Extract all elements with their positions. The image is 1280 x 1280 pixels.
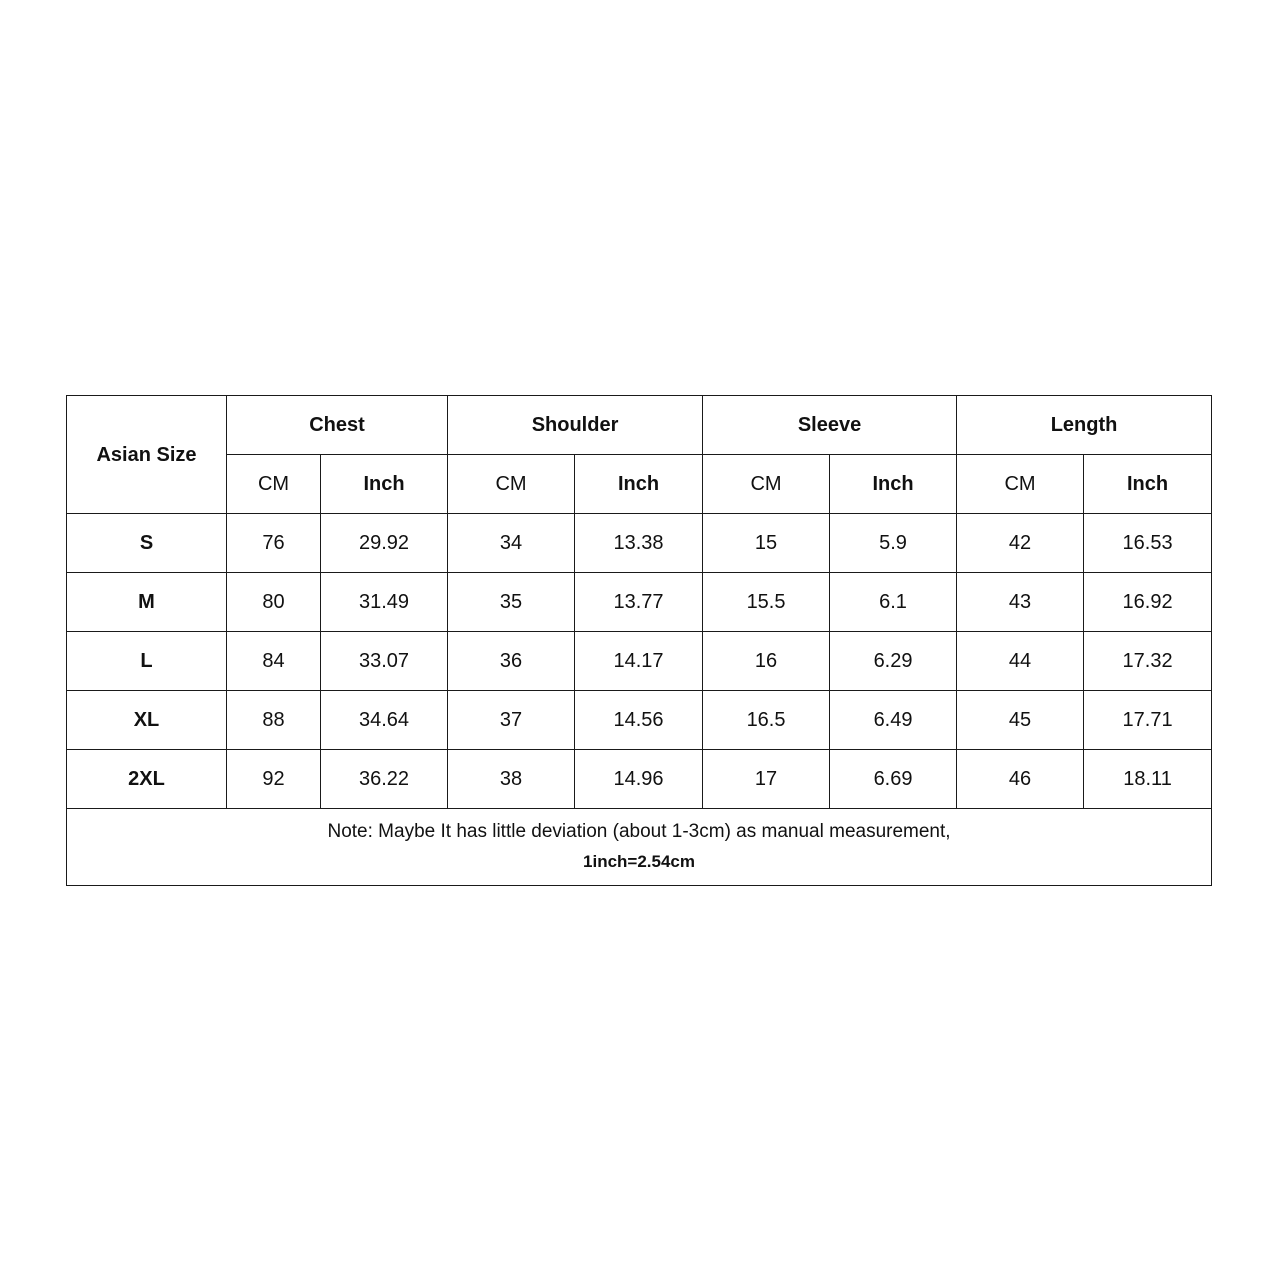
size-label: M [67,573,227,632]
length-inch-header: Inch [1084,455,1212,514]
sleeve-inch-cell: 6.49 [830,691,957,750]
note-text: Note: Maybe It has little deviation (about 1-3cm) as manual measurement, [327,821,951,842]
shoulder-inch-cell: 14.56 [575,691,703,750]
sleeve-cm-cell: 15.5 [703,573,830,632]
shoulder-inch-cell: 13.38 [575,514,703,573]
shoulder-inch-cell: 14.96 [575,750,703,809]
size-label: 2XL [67,750,227,809]
shoulder-inch-cell: 14.17 [575,632,703,691]
length-inch-cell: 18.11 [1084,750,1212,809]
chest-inch-header: Inch [321,455,448,514]
note-row [67,809,1212,886]
sleeve-cm-cell: 15 [703,514,830,573]
chest-cm-cell: 88 [227,691,321,750]
conversion-note: 1inch=2.54cm [583,852,696,871]
header-row-groups [67,396,1212,455]
size-label: S [67,514,227,573]
sleeve-inch-cell: 5.9 [830,514,957,573]
sleeve-inch-cell: 6.69 [830,750,957,809]
chest-header: Chest [227,396,448,455]
sleeve-cm-header: CM [703,455,830,514]
chest-cm-cell: 84 [227,632,321,691]
length-cm-cell: 46 [957,750,1084,809]
table-row [67,691,1212,750]
chest-inch-cell: 36.22 [321,750,448,809]
sleeve-header: Sleeve [703,396,957,455]
table-row [67,632,1212,691]
sleeve-cm-cell: 16.5 [703,691,830,750]
sleeve-inch-cell: 6.1 [830,573,957,632]
shoulder-cm-cell: 36 [448,632,575,691]
size-chart-table [66,395,1212,886]
shoulder-cm-cell: 38 [448,750,575,809]
shoulder-cm-cell: 37 [448,691,575,750]
chest-cm-header: CM [227,455,321,514]
table-row [67,514,1212,573]
length-inch-cell: 16.92 [1084,573,1212,632]
length-inch-cell: 17.71 [1084,691,1212,750]
length-cm-cell: 44 [957,632,1084,691]
length-cm-cell: 43 [957,573,1084,632]
sleeve-cm-cell: 17 [703,750,830,809]
size-label: XL [67,691,227,750]
shoulder-cm-cell: 34 [448,514,575,573]
chest-inch-cell: 29.92 [321,514,448,573]
length-cm-header: CM [957,455,1084,514]
length-inch-cell: 16.53 [1084,514,1212,573]
length-header: Length [957,396,1212,455]
size-label: L [67,632,227,691]
chest-cm-cell: 92 [227,750,321,809]
table-row [67,750,1212,809]
shoulder-header: Shoulder [448,396,703,455]
length-cm-cell: 45 [957,691,1084,750]
asian-size-header: Asian Size [67,396,227,514]
chest-inch-cell: 33.07 [321,632,448,691]
note-cell [67,809,1212,886]
shoulder-cm-header: CM [448,455,575,514]
shoulder-cm-cell: 35 [448,573,575,632]
chest-cm-cell: 80 [227,573,321,632]
table-row [67,573,1212,632]
length-cm-cell: 42 [957,514,1084,573]
sleeve-inch-header: Inch [830,455,957,514]
sleeve-inch-cell: 6.29 [830,632,957,691]
header-row-units [67,455,1212,514]
chest-inch-cell: 31.49 [321,573,448,632]
chest-inch-cell: 34.64 [321,691,448,750]
length-inch-cell: 17.32 [1084,632,1212,691]
chest-cm-cell: 76 [227,514,321,573]
shoulder-inch-header: Inch [575,455,703,514]
sleeve-cm-cell: 16 [703,632,830,691]
shoulder-inch-cell: 13.77 [575,573,703,632]
